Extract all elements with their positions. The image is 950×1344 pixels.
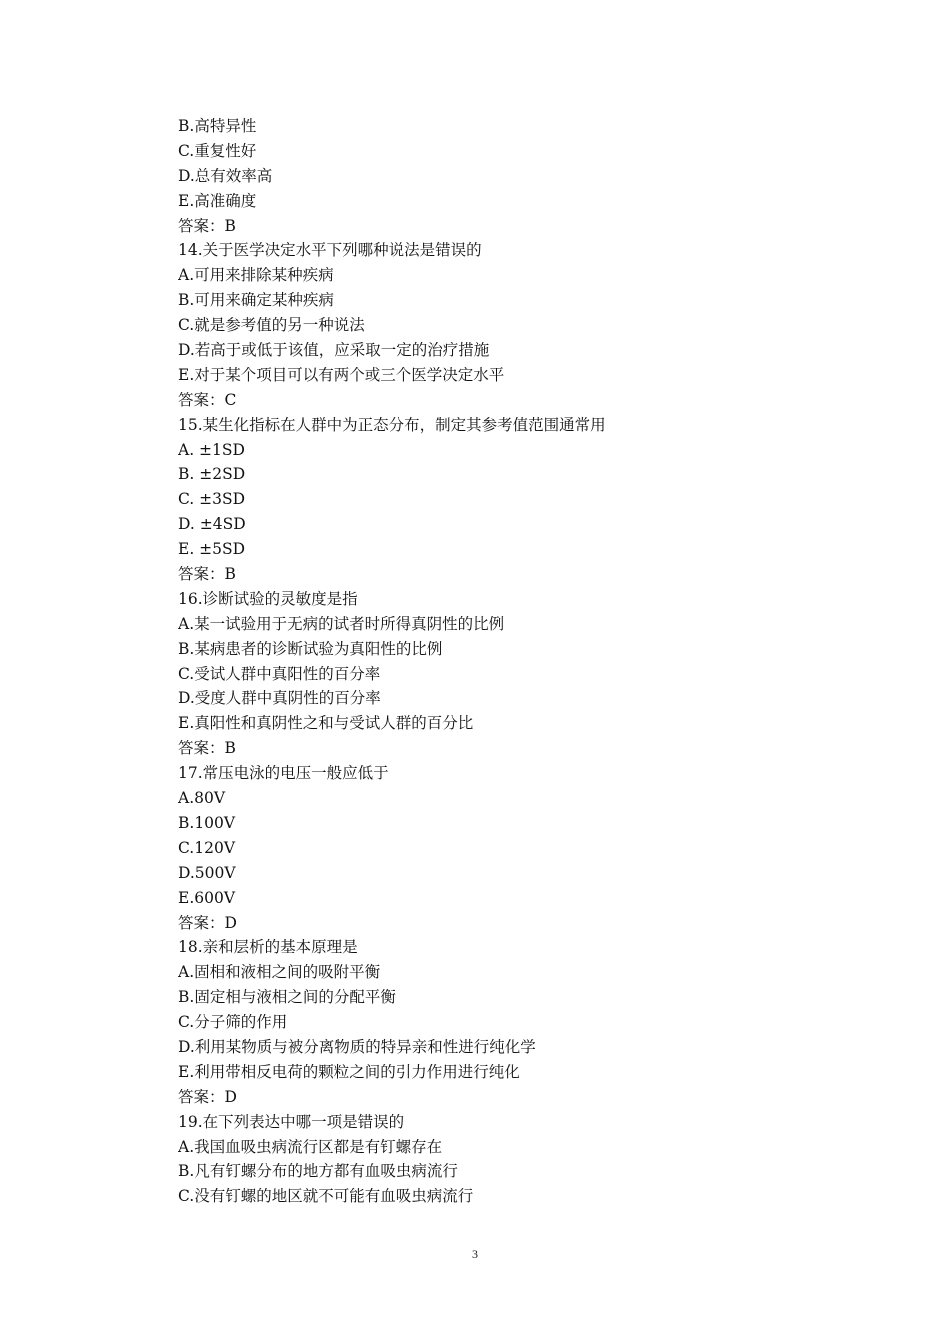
- page-number: 3: [472, 1247, 478, 1261]
- option-line: B.凡有钉螺分布的地方都有血吸虫病流行: [178, 1162, 458, 1181]
- answer-line: 答案：D: [178, 913, 237, 932]
- option-line: E.高准确度: [178, 191, 257, 210]
- option-line: E. ±5SD: [178, 540, 246, 559]
- answer-line: 答案：B: [178, 565, 236, 584]
- option-line: C.重复性好: [178, 141, 257, 160]
- question-15: 15.某生化指标在人群中为正态分布，制定其参考值范围通常用: [178, 415, 606, 434]
- option-line: B.可用来确定某种疾病: [178, 291, 334, 310]
- question-18: 18.亲和层析的基本原理是: [178, 938, 358, 957]
- option-line: A.可用来排除某种疾病: [178, 266, 334, 285]
- option-line: D.受度人群中真阴性的百分率: [178, 689, 381, 708]
- option-line: C.受试人群中真阳性的百分率: [178, 664, 381, 683]
- option-line: B.固定相与液相之间的分配平衡: [178, 988, 396, 1007]
- question-16: 16.诊断试验的灵敏度是指: [178, 589, 358, 608]
- answer-line: 答案：B: [178, 739, 236, 758]
- option-line: B.100V: [178, 813, 236, 832]
- option-line: C. ±3SD: [178, 490, 246, 509]
- option-line: D.总有效率高: [178, 166, 273, 185]
- option-line: E.利用带相反电荷的颗粒之间的引力作用进行纯化: [178, 1062, 520, 1081]
- question-19: 19.在下列表达中哪一项是错误的: [178, 1112, 405, 1131]
- option-line: C.没有钉螺的地区就不可能有血吸虫病流行: [178, 1187, 474, 1206]
- option-line: E.真阳性和真阴性之和与受试人群的百分比: [178, 714, 474, 733]
- option-line: A. ±1SD: [178, 440, 245, 459]
- question-14: 14.关于医学决定水平下列哪种说法是错误的: [178, 241, 482, 260]
- question-17: 17.常压电泳的电压一般应低于: [178, 764, 389, 783]
- option-line: A.某一试验用于无病的试者时所得真阴性的比例: [178, 614, 505, 633]
- page-content: [178, 114, 818, 1209]
- option-line: D.若高于或低于该值，应采取一定的治疗措施: [178, 341, 490, 360]
- option-line: B.高特异性: [178, 117, 257, 135]
- option-line: D.利用某物质与被分离物质的特异亲和性进行纯化学: [178, 1037, 536, 1056]
- option-line: A.固相和液相之间的吸附平衡: [178, 963, 381, 982]
- option-line: D. ±4SD: [178, 515, 246, 534]
- option-line: B.某病患者的诊断试验为真阳性的比例: [178, 639, 443, 658]
- option-line: E.对于某个项目可以有两个或三个医学决定水平: [178, 365, 505, 384]
- option-line: C.120V: [178, 838, 236, 857]
- answer-line: 答案：D: [178, 1087, 237, 1106]
- option-line: B. ±2SD: [178, 465, 246, 484]
- option-line: E.600V: [178, 888, 236, 907]
- option-line: A.我国血吸虫病流行区都是有钉螺存在: [178, 1137, 443, 1156]
- option-line: C.分子筛的作用: [178, 1013, 288, 1032]
- answer-line: 答案：C: [178, 390, 237, 409]
- option-line: D.500V: [178, 863, 236, 882]
- answer-line: 答案：B: [178, 216, 236, 235]
- option-line: A.80V: [178, 789, 226, 808]
- option-line: C.就是参考值的另一种说法: [178, 316, 365, 335]
